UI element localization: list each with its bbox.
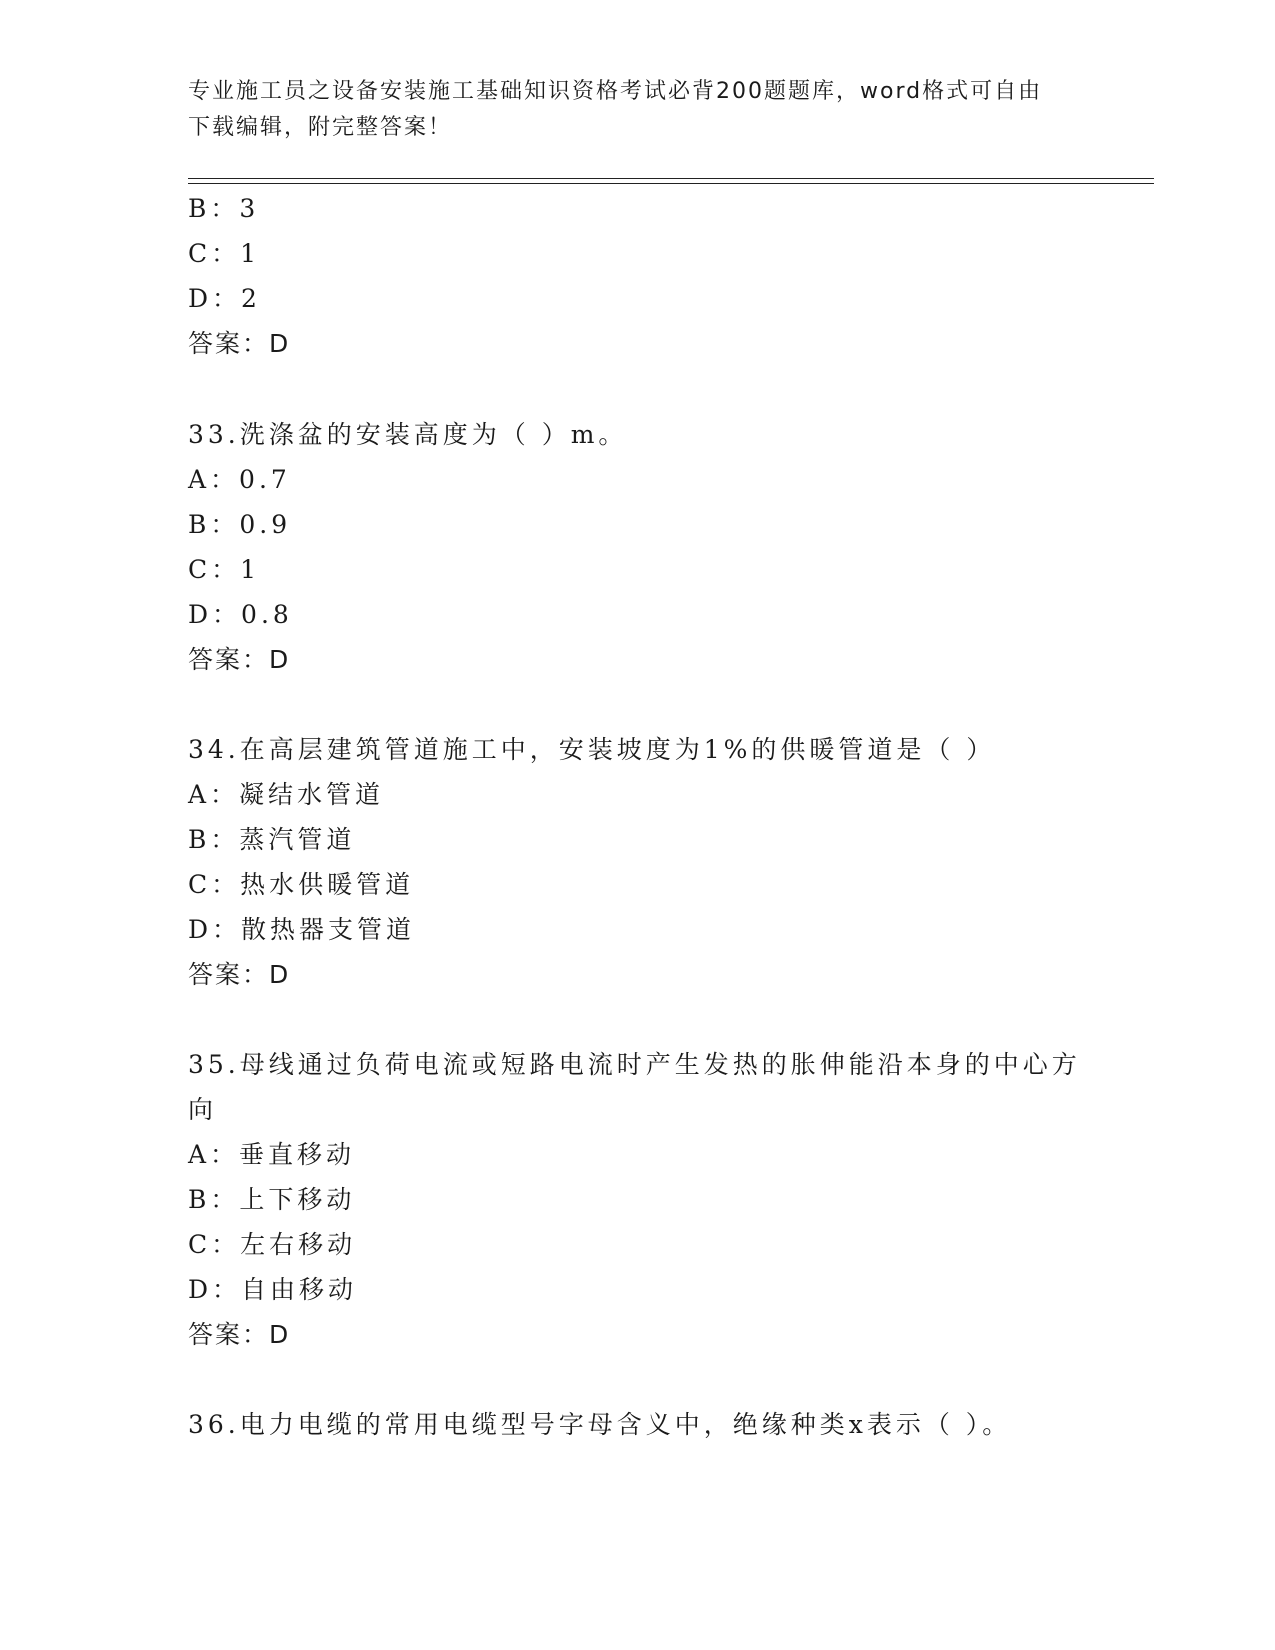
option-c: C：1 (188, 555, 261, 584)
option-c: C：1 (188, 239, 261, 268)
option-d: D：2 (188, 284, 261, 313)
option-c: C：左右移动 (188, 1230, 357, 1259)
answer: 答案：D (188, 1320, 291, 1349)
option-b: B：3 (188, 194, 260, 223)
option-b: B：上下移动 (188, 1185, 356, 1214)
option-b: B：蒸汽管道 (188, 825, 356, 854)
option-a: A：凝结水管道 (188, 780, 385, 809)
document-header (188, 74, 1088, 146)
option-d: D：0.8 (188, 600, 293, 629)
answer: 答案：D (188, 329, 291, 358)
question-stem: 36.电力电缆的常用电缆型号字母含义中，绝缘种类x表示（ ）。 (188, 1410, 1012, 1439)
option-d: D：自由移动 (188, 1275, 358, 1304)
header-line-1: 专业施工员之设备安装施工基础知识资格考试必背200题题库，word格式可自由 (188, 79, 1043, 104)
option-a: A：0.7 (188, 465, 291, 494)
header-divider-bottom (188, 183, 1154, 184)
question-stem: 34.在高层建筑管道施工中，安装坡度为1%的供暖管道是（ ） (188, 735, 996, 764)
answer: 答案：D (188, 645, 291, 674)
option-b: B：0.9 (188, 510, 292, 539)
option-c: C：热水供暖管道 (188, 870, 415, 899)
question-stem: 33.洗涤盆的安装高度为（ ）m。 (188, 420, 628, 449)
question-stem-line-2: 向 (188, 1095, 218, 1124)
option-a: A：垂直移动 (188, 1140, 356, 1169)
option-d: D：散热器支管道 (188, 915, 416, 944)
header-line-2: 下载编辑，附完整答案！ (188, 115, 453, 140)
answer: 答案：D (188, 960, 291, 989)
header-divider-top (188, 178, 1154, 179)
question-stem-line-1: 35.母线通过负荷电流或短路电流时产生发热的胀伸能沿本身的中心方 (188, 1050, 1081, 1079)
